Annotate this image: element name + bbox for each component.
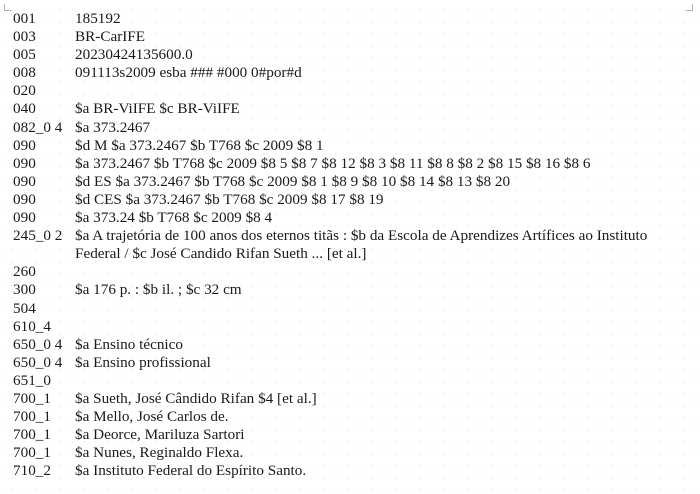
- marc-field-line[interactable]: [13, 372, 693, 390]
- marc-field-tag: 710_2: [13, 462, 51, 480]
- marc-field-line[interactable]: [13, 426, 693, 444]
- marc-field-tag: 300: [13, 281, 36, 299]
- marc-field-value: 185192: [75, 10, 121, 27]
- text-boundary-marker: [4, 4, 11, 11]
- marc-field-value: 20230424135600.0: [75, 46, 193, 64]
- marc-field-line[interactable]: [13, 354, 693, 372]
- marc-field-value: [75, 318, 693, 336]
- marc-field-line[interactable]: [13, 336, 693, 354]
- marc-field-value: [75, 263, 693, 281]
- marc-field-value: $a 373.2467 $b T768 $c 2009 $8 5 $8 7 $8 12 $8 3 $8 11 $8 8 $8 2 $8 15 $8 16 $8 6: [75, 154, 591, 172]
- marc-field-tag: 001: [13, 10, 36, 27]
- marc-field-tag: 090: [13, 190, 36, 208]
- marc-field-value: $d M $a 373.2467 $b T768 $c 2009 $8 1: [75, 136, 324, 154]
- marc-field-tag: 260: [13, 263, 36, 281]
- marc-field-line[interactable]: [13, 155, 693, 173]
- marc-field-value: $a Nunes, Reginaldo Flexa.: [75, 444, 244, 462]
- marc-field-value: $a Ensino profissional: [75, 353, 211, 371]
- marc-field-line[interactable]: [13, 227, 693, 263]
- marc-field-tag: 245_0 2: [13, 227, 63, 245]
- marc-field-line[interactable]: [13, 281, 693, 299]
- marc-field-line[interactable]: [13, 64, 693, 82]
- marc-field-tag: 700_1: [13, 426, 51, 444]
- marc-field-tag: 090: [13, 209, 36, 227]
- marc-field-value: $a A trajetória de 100 anos dos eternos titãs : $b da Escola de Aprendizes Artífices ao Instituto Federal / $c José Candido Rifan Sueth ... [et al.]: [75, 227, 648, 263]
- marc-field-tag: 700_1: [13, 444, 51, 462]
- marc-field-value: $d CES $a 373.2467 $b T768 $c 2009 $8 17 $8 19: [75, 190, 384, 208]
- marc-field-line[interactable]: [13, 209, 693, 227]
- marc-field-tag: 020: [13, 82, 36, 100]
- marc-field-tag: 040: [13, 100, 36, 118]
- marc-field-value: BR-CarIFE: [75, 28, 146, 46]
- marc-field-line[interactable]: [13, 263, 693, 281]
- marc-field-value: [75, 372, 693, 390]
- marc-field-line[interactable]: [13, 444, 693, 462]
- marc-field-value: $a Ensino técnico: [75, 335, 183, 353]
- marc-field-value: $a Instituto Federal do Espírito Santo.: [75, 462, 307, 480]
- marc-field-line[interactable]: [13, 462, 693, 480]
- marc-record[interactable]: [13, 10, 693, 480]
- marc-field-value: $a 176 p. : $b il. ; $c 32 cm: [75, 281, 242, 299]
- marc-field-line[interactable]: [13, 82, 693, 100]
- marc-field-tag: 090: [13, 172, 36, 190]
- marc-field-value: $a BR-ViIFE $c BR-ViIFE: [75, 100, 240, 118]
- marc-field-tag: 610_4: [13, 317, 51, 335]
- marc-field-line[interactable]: [13, 390, 693, 408]
- marc-field-tag: 090: [13, 154, 36, 172]
- marc-field-line[interactable]: [13, 119, 693, 137]
- marc-field-line[interactable]: [13, 173, 693, 191]
- marc-field-value: $a Mello, José Carlos de.: [75, 408, 229, 426]
- marc-field-line[interactable]: [13, 10, 693, 28]
- marc-field-value: [75, 300, 693, 318]
- marc-field-tag: 504: [13, 299, 36, 317]
- marc-field-line[interactable]: [13, 137, 693, 155]
- marc-field-line[interactable]: [13, 300, 693, 318]
- marc-field-value: $a Sueth, José Cândido Rifan $4 [et al.]: [75, 389, 317, 407]
- marc-field-tag: 650_0 4: [13, 353, 63, 371]
- marc-field-tag: 005: [13, 46, 36, 64]
- marc-field-tag: 650_0 4: [13, 335, 63, 353]
- marc-field-tag: 008: [13, 64, 36, 82]
- marc-field-line[interactable]: [13, 28, 693, 46]
- marc-field-line[interactable]: [13, 46, 693, 64]
- marc-field-tag: 003: [13, 28, 36, 46]
- marc-field-line[interactable]: [13, 408, 693, 426]
- marc-field-value: $d ES $a 373.2467 $b T768 $c 2009 $8 1 $8 9 $8 10 $8 14 $8 13 $8 20: [75, 172, 511, 190]
- marc-field-tag: 082_0 4: [13, 118, 63, 136]
- marc-field-tag: 090: [13, 136, 36, 154]
- marc-field-line[interactable]: [13, 318, 693, 336]
- marc-field-value: $a 373.24 $b T768 $c 2009 $8 4: [75, 209, 273, 227]
- marc-field-tag: 651_0: [13, 371, 51, 389]
- marc-field-value: [75, 82, 693, 100]
- marc-field-tag: 700_1: [13, 389, 51, 407]
- marc-field-line[interactable]: [13, 100, 693, 118]
- marc-field-line[interactable]: [13, 191, 693, 209]
- marc-field-value: $a 373.2467: [75, 118, 151, 136]
- marc-field-tag: 700_1: [13, 408, 51, 426]
- marc-field-value: 091113s2009 esba ### #000 0#por#d: [75, 64, 302, 82]
- marc-field-value: $a Deorce, Mariluza Sartori: [75, 426, 245, 444]
